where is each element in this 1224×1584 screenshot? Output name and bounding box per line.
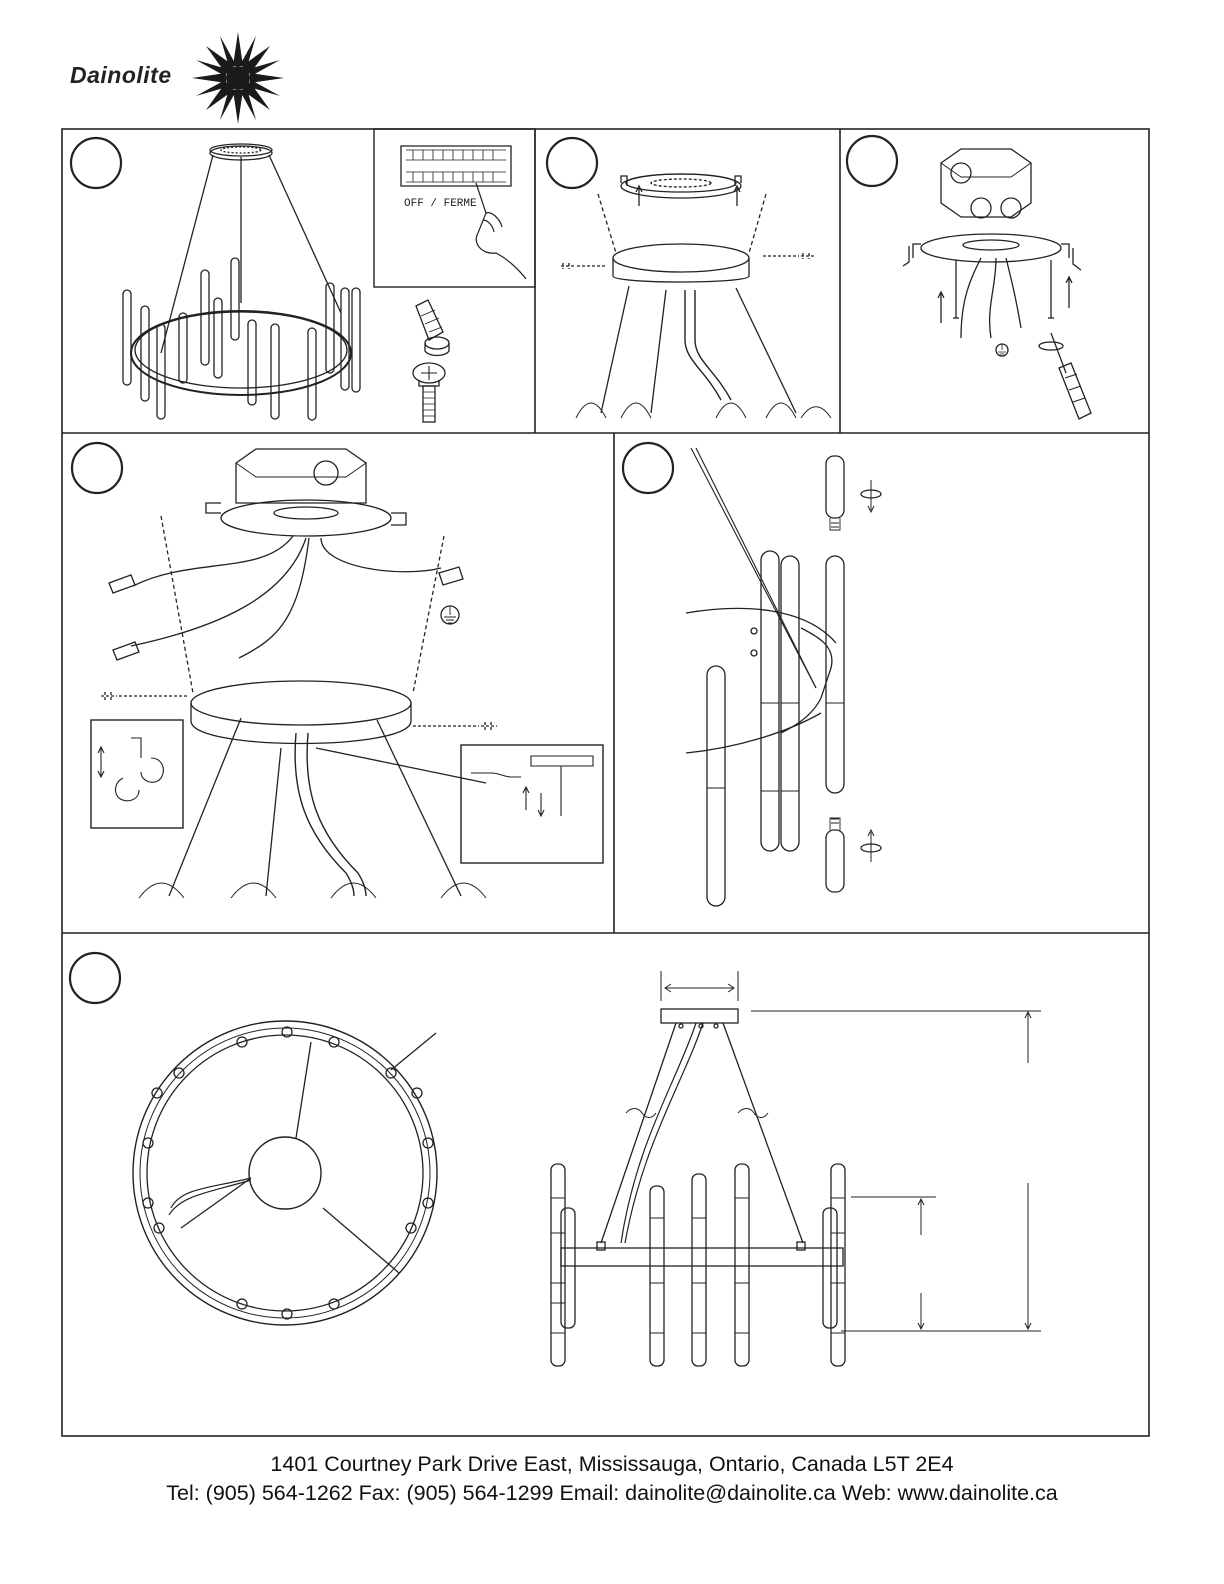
breaker-panel-icon — [401, 146, 511, 186]
step-2-panel — [547, 138, 831, 418]
sheet-frame — [62, 129, 1149, 1436]
step-5-number-circle — [623, 443, 673, 493]
footer-contact: Tel: (905) 564-1262 Fax: (905) 564-1299 Email: dainolite@dainolite.ca Web: www.dainolite.ca — [166, 1481, 1058, 1505]
step-6-panel — [70, 953, 1041, 1366]
side-view-chandelier — [551, 971, 1041, 1366]
cable-adjuster-inset — [91, 720, 183, 828]
wire-nut-right — [439, 567, 463, 585]
footer-address: 1401 Courtney Park Drive East, Mississauga, Ontario, Canada L5T 2E4 — [270, 1452, 954, 1476]
chandelier-illustration — [123, 144, 360, 420]
junction-box — [941, 149, 1031, 218]
lamp-capsule-bottom — [826, 818, 844, 892]
ring-top-view — [133, 1021, 437, 1325]
brand-logo — [66, 28, 306, 128]
step-4-panel — [72, 443, 603, 898]
step-6-number-circle — [70, 953, 120, 1003]
step-2-number-circle — [547, 138, 597, 188]
screwdriver-icon — [1039, 333, 1091, 419]
brand-name: Dainolite — [70, 62, 172, 88]
lamp-capsule-top — [826, 456, 844, 530]
hand-illustration — [476, 183, 526, 279]
screw-icon — [413, 363, 445, 422]
step-1-panel — [71, 129, 535, 422]
switch-label: OFF / FERME — [404, 198, 477, 210]
dainolite-star-logo — [190, 28, 290, 128]
wire-nut-icon — [416, 300, 449, 356]
step-4-number-circle — [72, 443, 122, 493]
wire-nut-left — [109, 575, 135, 593]
rotate-arrow-icon-2 — [861, 830, 881, 862]
junction-box-top — [236, 449, 366, 503]
instruction-sheet — [61, 128, 1151, 1438]
step-5-panel — [623, 443, 881, 906]
step-1-number-circle — [71, 138, 121, 188]
rotate-arrow-icon — [861, 480, 881, 512]
step-3-panel — [847, 136, 1091, 419]
light-tubes — [707, 551, 844, 906]
step-3-number-circle — [847, 136, 897, 186]
set-screw-inset — [461, 745, 603, 863]
